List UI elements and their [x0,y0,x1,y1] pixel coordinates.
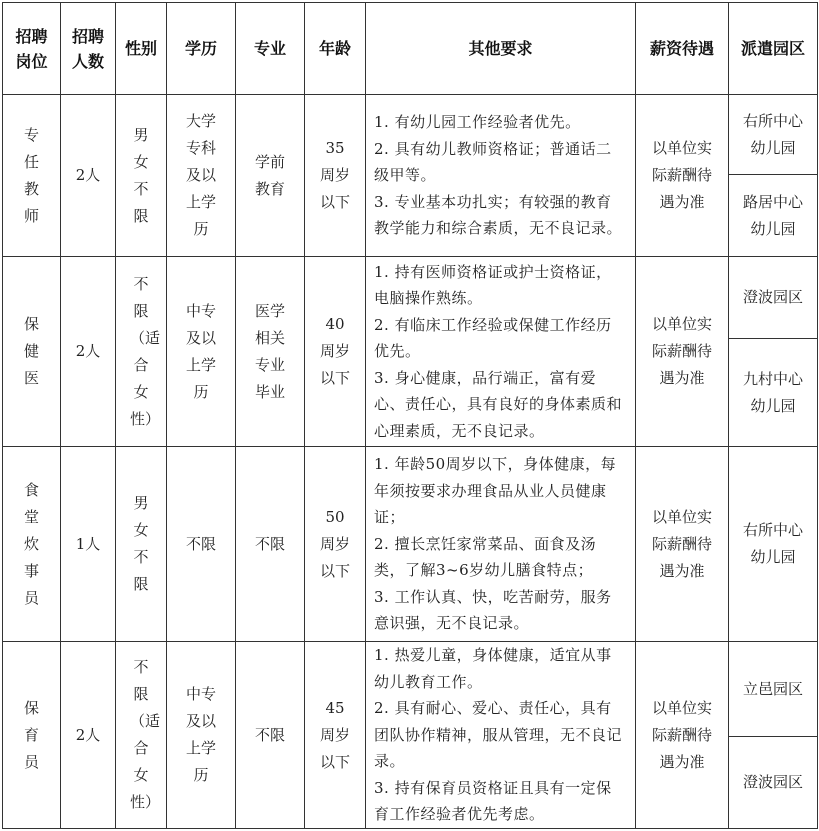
campus-cell: 澄波园区 [729,257,818,339]
table-row [3,257,818,339]
education-cell: 不限 [167,447,236,642]
major-cell: 学前教育 [236,95,305,257]
header-education: 学历 [167,3,236,95]
header-campus: 派遣园区 [729,3,818,95]
age-cell: 40周岁以下 [305,257,366,447]
header-major: 专业 [236,3,305,95]
requirement-item: 2. 擅长烹饪家常菜品、面食及汤类，了解3~6岁幼儿膳食特点； [374,534,597,580]
requirements-cell [366,642,636,829]
requirement-item: 3. 工作认真、快，吃苦耐劳，服务意识强，无不良记录。 [374,587,612,633]
requirements-cell [366,95,636,257]
requirement-item: 3. 持有保育员资格证且具有一定保育工作经验者优先考虑。 [374,778,612,824]
count-cell: 2人 [61,95,116,257]
gender-cell: 男女不限 [116,95,167,257]
gender-cell: 男女不限 [116,447,167,642]
major-cell: 医学相关专业毕业 [236,257,305,447]
salary-cell: 以单位实际薪酬待遇为准 [636,95,729,257]
gender-cell: 不限（适合女性） [116,257,167,447]
major-cell: 不限 [236,642,305,829]
header-count: 招聘人数 [61,3,116,95]
requirement-item: 1. 有幼儿园工作经验者优先。 [374,113,581,132]
table-row [3,95,818,175]
salary-cell: 以单位实际薪酬待遇为准 [636,642,729,829]
education-cell: 中专及以上学历 [167,257,236,447]
count-cell: 2人 [61,257,116,447]
age-cell: 50周岁以下 [305,447,366,642]
requirement-item: 2. 具有幼儿教师资格证；普通话二级甲等。 [374,139,612,185]
requirement-item: 1. 年龄50周岁以下，身体健康，每年须按要求办理食品从业人员健康证； [374,455,617,527]
campus-cell: 右所中心幼儿园 [729,447,818,642]
education-cell: 中专及以上学历 [167,642,236,829]
age-cell: 45周岁以下 [305,642,366,829]
table-row [3,447,818,642]
header-age: 年龄 [305,3,366,95]
salary-cell: 以单位实际薪酬待遇为准 [636,447,729,642]
recruitment-table [2,2,818,829]
table-row [3,642,818,737]
gender-cell: 不限（适合女性） [116,642,167,829]
campus-cell: 澄波园区 [729,737,818,829]
requirement-item: 2. 有临床工作经验或保健工作经历优先。 [374,315,612,361]
requirement-item: 1. 热爱儿童，身体健康，适宜从事幼儿教育工作。 [374,646,612,691]
position-cell: 专任教师 [3,95,61,257]
count-cell: 2人 [61,642,116,829]
age-cell: 35周岁以下 [305,95,366,257]
campus-cell: 立邑园区 [729,642,818,737]
header-requirements: 其他要求 [366,3,636,95]
requirement-item: 3. 身心健康，品行端正，富有爱心、责任心，具有良好的身体素质和心理素质，无不良记录。 [374,368,623,440]
requirement-item: 3. 专业基本功扎实；有较强的教育教学能力和综合素质，无不良记录。 [374,192,623,238]
campus-cell: 九村中心幼儿园 [729,339,818,447]
count-cell: 1人 [61,447,116,642]
requirements-cell [366,447,636,642]
salary-cell: 以单位实际薪酬待遇为准 [636,257,729,447]
header-row [3,3,818,95]
header-salary: 薪资待遇 [636,3,729,95]
requirement-item: 2. 具有耐心、爱心、责任心，具有团队协作精神，服从管理，无不良记录。 [374,699,623,771]
requirements-cell [366,257,636,447]
campus-cell: 右所中心幼儿园 [729,95,818,175]
requirement-item: 1. 持有医师资格证或护士资格证，电脑操作熟练。 [374,262,612,308]
position-cell: 食堂炊事员 [3,447,61,642]
major-cell: 不限 [236,447,305,642]
header-position: 招聘岗位 [3,3,61,95]
campus-cell: 路居中心幼儿园 [729,175,818,257]
education-cell: 大学专科及以上学历 [167,95,236,257]
header-gender: 性别 [116,3,167,95]
position-cell: 保健医 [3,257,61,447]
position-cell: 保育员 [3,642,61,829]
